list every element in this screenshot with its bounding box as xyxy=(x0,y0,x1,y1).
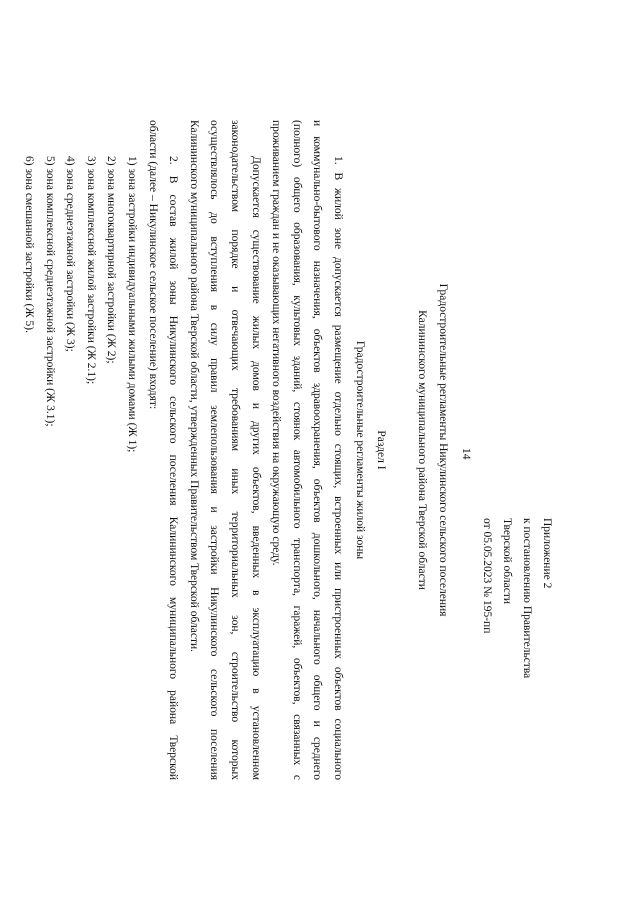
paragraph-1-line: проживанием граждан и не оказывающих негативного воздействия на окружающую среду. xyxy=(270,120,283,566)
zone-list-item: 5) зона комплексной среднеэтажной застройки (Ж 3.1); xyxy=(43,156,56,427)
zone-list-item: 4) зона среднеэтажной застройки (Ж 3); xyxy=(64,156,77,352)
appendix-line: Приложение 2 xyxy=(541,518,553,589)
paragraph-3-line: 2. В состав жилой зоны Никулинского сельского поселения Калининского муниципального района Тверской xyxy=(167,156,180,780)
appendix-block xyxy=(477,518,557,678)
paragraph-1-line: и коммунально-бытового назначения, объектов здравоохранения, объектов дошкольного, начального общего и среднего xyxy=(311,120,324,780)
page-number: 14 xyxy=(460,448,472,460)
zone-list-item: 3) зона комплексной жилой застройки (Ж 2.1); xyxy=(84,156,97,385)
document-title xyxy=(411,100,453,800)
section-number: Раздел I xyxy=(375,430,387,470)
paragraph-2-line: осуществлялось до вступления в силу правил землепользования и застройки Никулинского сельского поселения xyxy=(208,120,221,780)
body-text xyxy=(19,120,349,780)
appendix-line: к постановлению Правительства xyxy=(521,518,533,679)
zone-list-item: 2) зона многоквартирной застройки (Ж 2); xyxy=(105,156,118,364)
paragraph-2-line: Допускается существование жилых домов и других объектов, введенных в эксплуатацию в установленном xyxy=(249,156,262,780)
paragraph-3-line: области (далее – Никулинское сельское поселение) входят: xyxy=(146,120,159,410)
title-line: Калининского муниципального района Тверской области xyxy=(416,310,428,590)
appendix-line: Тверской области xyxy=(501,518,513,604)
paragraph-1-line: 1. В жилой зоне допускается размещение отдельно стоящих, встроенных или пристроенных объектов социального xyxy=(332,156,344,780)
title-line: Градостроительные регламенты Никулинского сельского поселения xyxy=(437,283,449,617)
section-title: Градостроительные регламенты жилой зоны xyxy=(354,340,366,560)
section-heading xyxy=(349,100,391,800)
paragraph-2-line: законодательством порядке и отвечающих требованиям иных территориальных зон, строительство которых xyxy=(229,120,242,780)
paragraph-2-line: Калининского муниципального района Тверской области, утвержденных Правительством Тверской области. xyxy=(187,120,200,653)
zone-list-item: 1) зона застройки индивидуальными жилыми домами (Ж 1); xyxy=(126,156,139,453)
zone-list-item: 6) зона смешанной застройки (Ж 5). xyxy=(23,156,36,333)
appendix-line: от 05.05.2023 № 195-пп xyxy=(481,518,493,634)
paragraph-1-line: (полного) общего образования, культовых зданий, стоянок автомобильного транспорта, гаражей, объектов, связанных с xyxy=(290,120,303,780)
